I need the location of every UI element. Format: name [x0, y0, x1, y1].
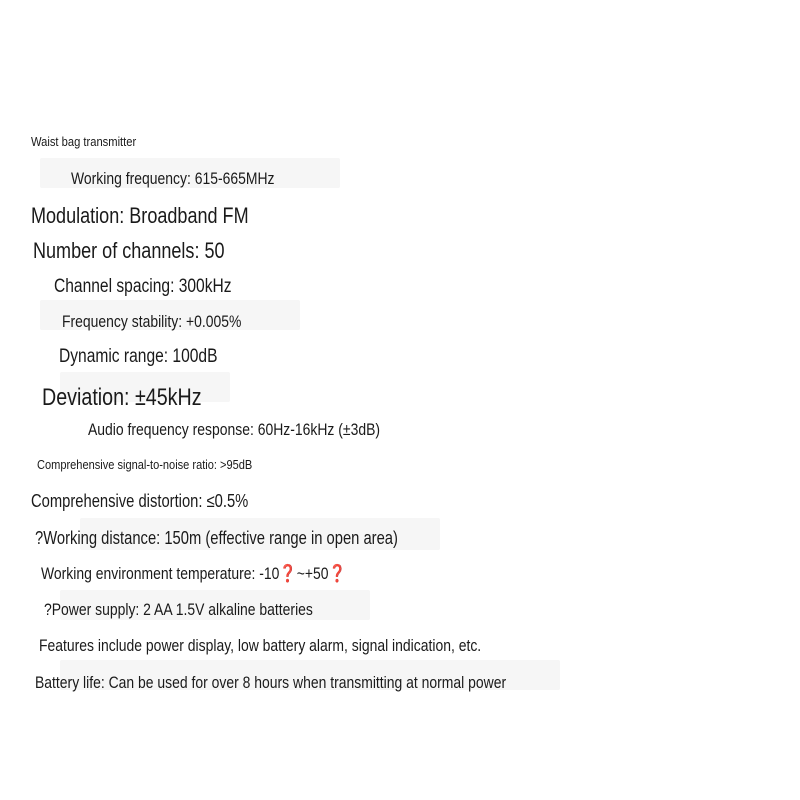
spec-power-supply: ?Power supply: 2 AA 1.5V alkaline batteries	[44, 600, 313, 619]
spec-signal-to-noise: Comprehensive signal-to-noise ratio: >95dB	[37, 457, 253, 472]
spec-distortion: Comprehensive distortion: ≤0.5%	[31, 491, 249, 511]
spec-audio-frequency-response: Audio frequency response: 60Hz-16kHz (±3dB)	[88, 420, 381, 439]
spec-modulation: Modulation: Broadband FM	[31, 203, 249, 228]
spec-dynamic-range: Dynamic range: 100dB	[59, 346, 218, 367]
spec-working-distance: ?Working distance: 150m (effective range in open area)	[35, 528, 398, 548]
spec-deviation: Deviation: ±45kHz	[42, 384, 202, 411]
document-title: Waist bag transmitter	[31, 134, 137, 149]
spec-working-frequency: Working frequency: 615-665MHz	[71, 169, 275, 188]
spec-battery-life: Battery life: Can be used for over 8 hours when transmitting at normal power	[35, 673, 507, 692]
spec-working-temperature: Working environment temperature: -10❓~+50❓	[41, 564, 346, 583]
spec-frequency-stability: Frequency stability: +0.005%	[62, 312, 242, 331]
spec-channel-spacing: Channel spacing: 300kHz	[54, 276, 232, 297]
spec-features: Features include power display, low battery alarm, signal indication, etc.	[39, 636, 482, 655]
spec-number-of-channels: Number of channels: 50	[33, 238, 225, 263]
